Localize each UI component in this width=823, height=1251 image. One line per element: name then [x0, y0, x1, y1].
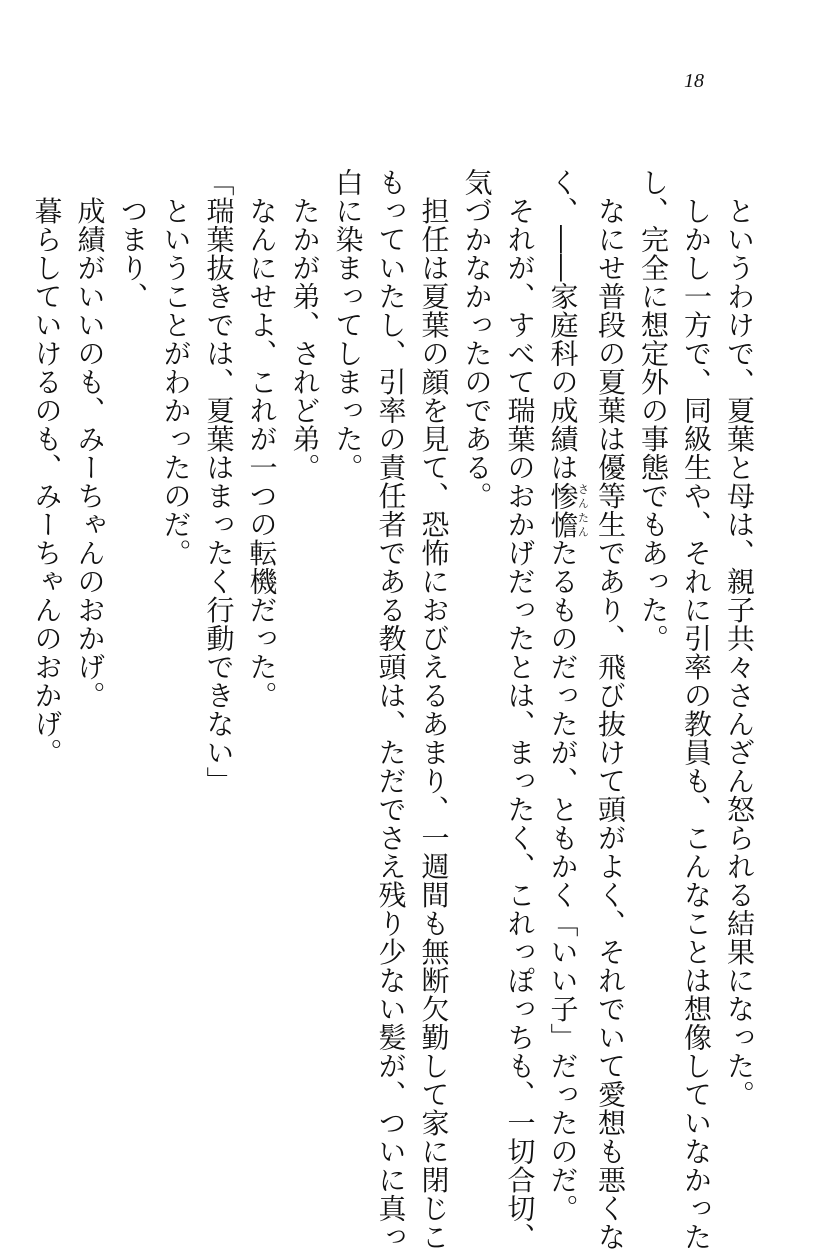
text-line: 白に染まってしまった。	[331, 168, 365, 482]
text-line: もっていたし、引率の責任者である教頭は、ただでさえ残り少ない髪が、ついに真っ	[374, 168, 408, 1251]
text-segment: く、――家庭科の成績は	[546, 168, 580, 482]
text-segment: たるものだったが、ともかく「いい子」だったのだ。	[546, 538, 580, 1223]
text-line: なんにせよ、これが一つの転機だった。	[245, 168, 279, 710]
text-line: し、完全に想定外の事態でもあった。	[637, 168, 670, 653]
text-line: たかが弟、されど弟。	[288, 168, 322, 482]
ruby-word	[546, 481, 590, 539]
text-line: 暮らしていけるのも、みーちゃんのおかげ。	[30, 168, 64, 767]
text-line: それが、すべて瑞葉のおかげだったとは、まったく、これっぽっちも、一切合切、	[503, 168, 537, 1251]
text-line: 成績がいいのも、みーちゃんのおかげ。	[73, 168, 107, 710]
text-line: 「瑞葉抜きでは、夏葉はまったく行動できない」	[202, 168, 236, 795]
text-line: というわけで、夏葉と母は、親子共々さんざん怒られる結果になった。	[723, 168, 756, 1109]
text-line: つまり、	[116, 168, 150, 311]
page-number: 18	[684, 70, 704, 92]
body-text	[26, 168, 762, 1251]
ruby-base: 惨憺	[546, 481, 580, 539]
text-line: ということがわかったのだ。	[159, 168, 193, 567]
text-line: しかし一方で、同級生や、それに引率の教員も、こんなことは想像していなかった	[680, 168, 713, 1251]
text-line: 担任は夏葉の顔を見て、恐怖におびえるあまり、一週間も無断欠勤して家に閉じこ	[417, 168, 451, 1251]
text-line: なにせ普段の夏葉は優等生であり、飛び抜けて頭がよく、それでいて愛想も悪くな	[594, 168, 627, 1251]
text-line-with-ruby	[542, 168, 590, 1223]
text-line: 気づかなかったのである。	[460, 168, 494, 510]
ruby-reading: さんたん	[576, 481, 590, 539]
